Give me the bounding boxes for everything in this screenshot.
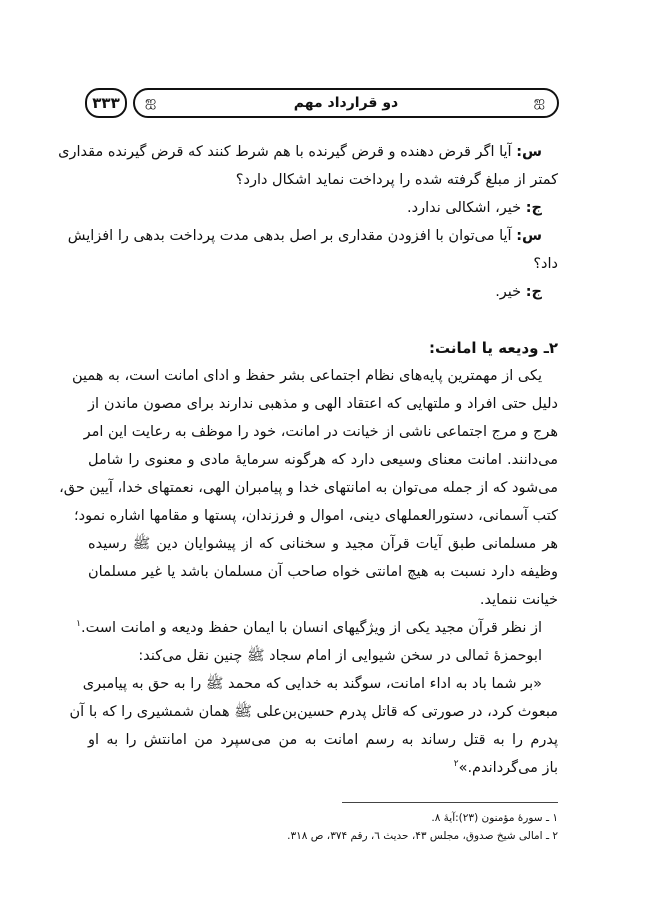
- paragraph-line: هر مسلمانی طبق آیات قرآن مجید و سخنانی که از پیشوایان دین ﷺ رسیده: [88, 536, 558, 552]
- paragraph-line: یکی از مهمترین پایه‌های نظام اجتماعی بشر حفظ و ادای امانت است، به همین: [71, 368, 542, 384]
- running-header: [85, 88, 559, 120]
- answer-label: ج:: [525, 200, 542, 216]
- qa-section: [58, 138, 558, 306]
- paragraph-line: می‌شود که از جمله می‌توان به امانتهای خدا و پیامبران الهی، نعمتهای خدا، آیین حق،: [59, 480, 558, 496]
- question-label: س:: [516, 228, 542, 244]
- paragraph-3: ابوحمزهٔ ثمالی در سخن شیوایی از امام سجاد ﷺ چنین نقل می‌کند:: [138, 648, 542, 664]
- footnote-1: ۱ ـ سورهٔ مؤمنون (۲۳):آیهٔ ۸.: [431, 812, 558, 824]
- paragraph-line: خیانت ننماید.: [479, 592, 558, 608]
- answer-2: ج: خیر.: [495, 284, 542, 300]
- quote-line-last: باز می‌گرداندم.»$^۲$: [453, 759, 558, 776]
- question-2-line-2: داد؟: [533, 256, 558, 272]
- footnote-ref-1[interactable]: ۱: [76, 619, 81, 630]
- answer-label: ج:: [525, 284, 542, 300]
- quote-line: پدرم را به قتل رساند به رسم امانت به من می‌سپرد من امانتش را به او: [88, 732, 558, 748]
- paragraph-line: می‌دانند. امانت معنای وسیعی دارد که هرگونه سرمایهٔ مادی و معنوی را شامل: [88, 452, 558, 468]
- ornament-left-icon: ஐ: [145, 94, 157, 110]
- paragraph-line: هرج و مرج اجتماعی ناشی از خیانت در امانت، خود را موظف به رعایت این امر: [83, 424, 558, 440]
- paragraph-line: دلیل حتی افراد و ملتهایی که اعتقاد الهی و مذهبی ندارند برای مصون ماندن از: [88, 396, 558, 412]
- paragraph-2: از نظر قرآن مجید یکی از ویژگیهای انسان با ایمان حفظ ودیعه و امانت است.$^۱$: [76, 619, 542, 636]
- paragraph-line: وظیفه دارد نسبت به هیچ امانتی خواه صاحب آن مسلمان باشد یا غیر مسلمان: [88, 564, 558, 580]
- question-1-line-2: کمتر از مبلغ گرفته شده را پرداخت نماید اشکال دارد؟: [235, 172, 558, 188]
- ornament-right-icon: ஐ: [533, 94, 545, 110]
- amanat-section: [59, 334, 558, 782]
- footnote-2: ۲ ـ امالی شیخ صدوق، مجلس ۴۳، حدیث ٦، رقم ۳۷۴، ص ۳۱۸.: [287, 830, 558, 842]
- question-label: س:: [516, 144, 542, 160]
- footnote-ref-2[interactable]: ۲: [453, 759, 459, 770]
- question-2-line-1: س: آیا می‌توان با افزودن مقداری بر اصل بدهی مدت پرداخت بدهی را افزایش: [67, 228, 542, 244]
- paragraph-line: کتب آسمانی، دستورالعملهای دینی، اموال و فرزندان، پستها و مقامها اشاره نمود؛: [74, 508, 558, 524]
- header-title-frame: [133, 88, 559, 118]
- answer-1: ج: خیر، اشکالی ندارد.: [407, 200, 542, 216]
- question-1-line-1: س: آیا اگر قرض دهنده و قرض گیرنده با هم شرط کنند که قرض گیرنده مقداری: [58, 144, 542, 160]
- page-number: ۳۳۳: [85, 88, 127, 118]
- section-heading: ۲ـ ودیعه یا امانت:: [428, 339, 558, 357]
- chapter-title: دو قرارداد مهم: [293, 95, 399, 111]
- quote-line: «بر شما باد به اداء امانت، سوگند به خدایی که محمد ﷺ را به حق به پیامبری: [82, 676, 542, 692]
- footnote-divider: [342, 802, 558, 803]
- quote-line: مبعوث کرد، در صورتی که قاتل پدرم حسین‌بن‌علی ﷺ همان شمشیری را که با آن: [69, 704, 558, 720]
